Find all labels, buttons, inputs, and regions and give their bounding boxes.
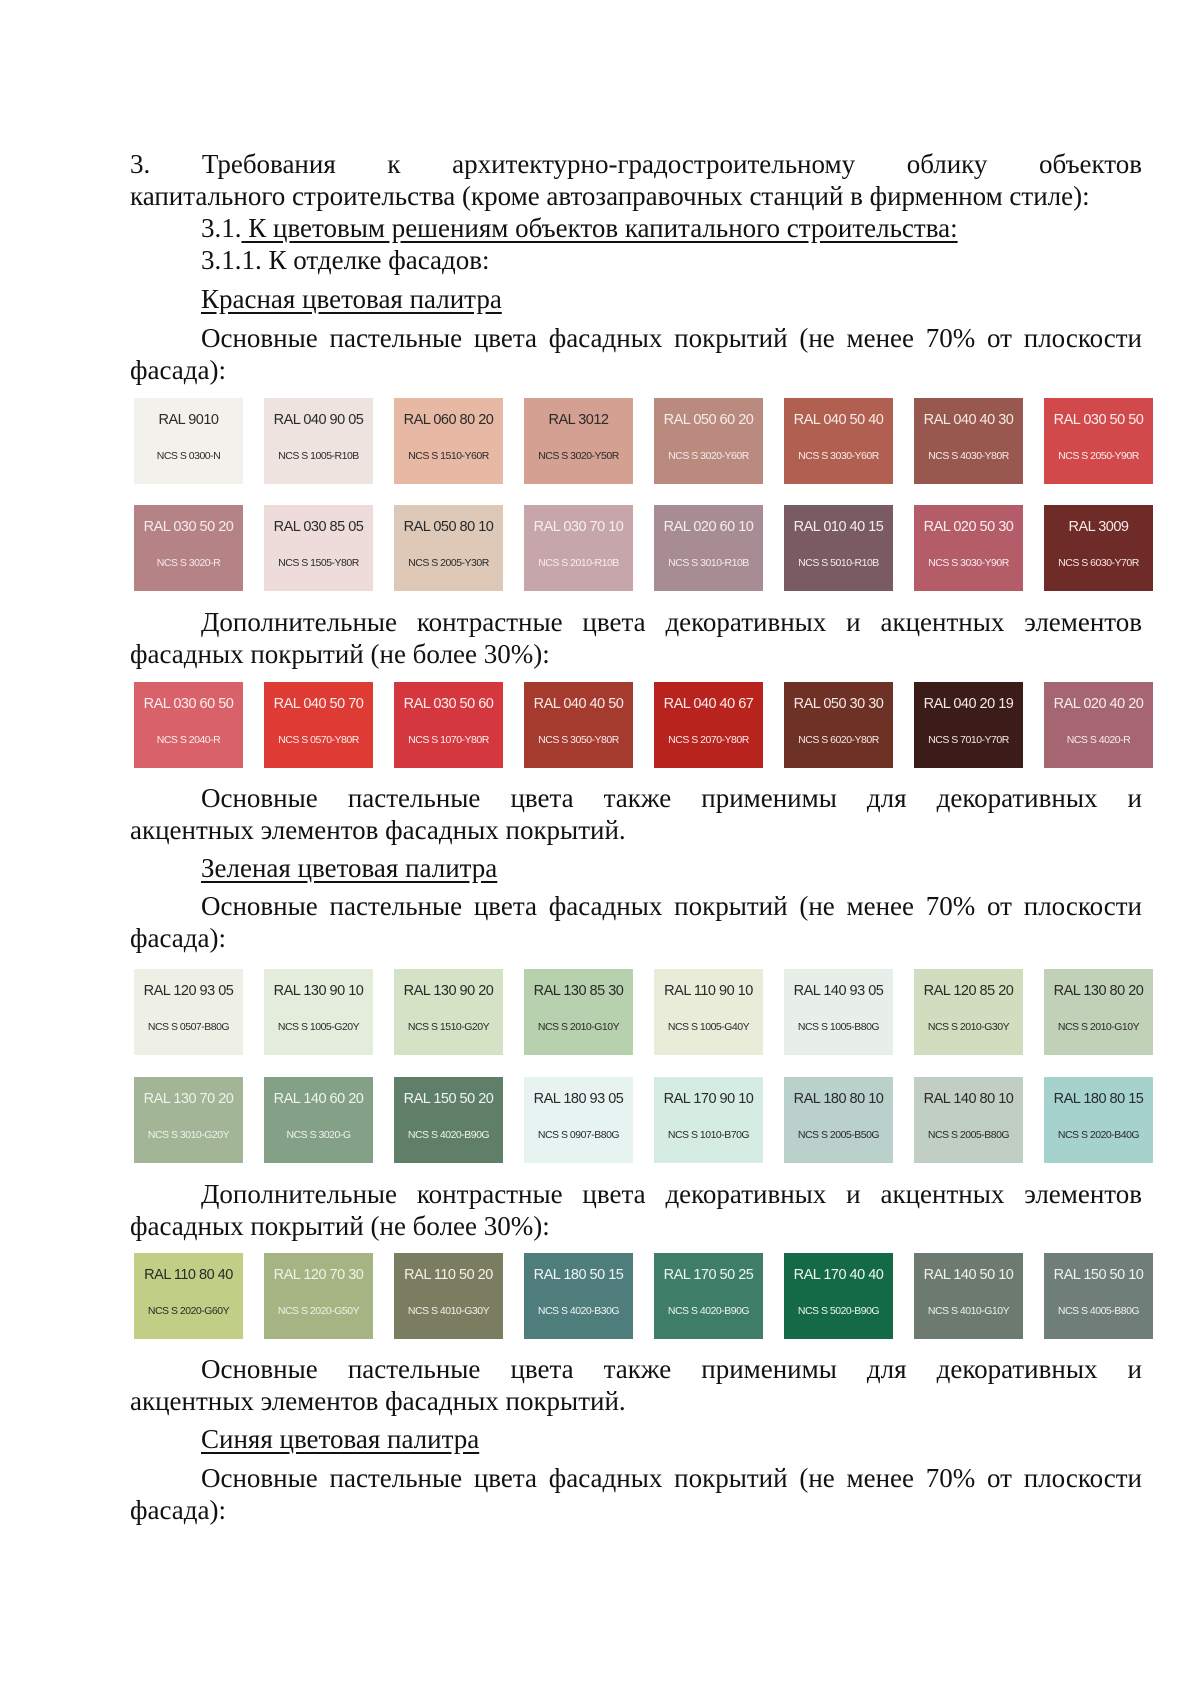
color-swatch [524, 1077, 633, 1163]
green-accent-text-line-2: фасадных покрытий (не более 30%): [130, 1211, 550, 1241]
ncs-code: NCS S 3010-R10B [668, 557, 749, 569]
ral-code: RAL 040 50 40 [793, 412, 884, 428]
ncs-code: NCS S 2020-B40G [1057, 1129, 1140, 1141]
ncs-code: NCS S 3010-G20Y [147, 1129, 230, 1141]
color-swatch [654, 969, 763, 1055]
ncs-code: NCS S 4005-B80G [1057, 1305, 1140, 1317]
blue-palette-title-text: Синяя цветовая палитра [201, 1424, 480, 1454]
ral-code: RAL 130 85 30 [533, 983, 624, 999]
ral-code: RAL 030 50 50 [1053, 412, 1144, 428]
ncs-code: NCS S 0507-B80G [147, 1021, 230, 1033]
ral-code: RAL 110 50 20 [404, 1267, 493, 1283]
ncs-code: NCS S 0300-N [156, 450, 221, 462]
green-main-row-2 [134, 1077, 1150, 1163]
ral-code: RAL 120 85 20 [923, 983, 1014, 999]
color-swatch [264, 969, 373, 1055]
ncs-code: NCS S 1005-B80G [797, 1021, 880, 1033]
red-main-row-2 [134, 505, 1150, 591]
ncs-code: NCS S 2010-G10Y [537, 1021, 620, 1033]
heading-line-1: 3. Требования к архитектурно-градостроительному облику объектов [130, 149, 1142, 179]
green-palette-title-text: Зеленая цветовая палитра [201, 853, 498, 883]
ral-code: RAL 040 50 70 [273, 696, 364, 712]
ncs-code: NCS S 0907-B80G [537, 1129, 620, 1141]
ncs-code: NCS S 3030-Y60R [798, 450, 879, 462]
green-note-line-2: акцентных элементов фасадных покрытий. [130, 1386, 626, 1416]
color-swatch [914, 969, 1023, 1055]
ral-code: RAL 040 40 67 [663, 696, 754, 712]
color-swatch [134, 505, 243, 591]
red-accent-text-line-2: фасадных покрытий (не более 30%): [130, 639, 550, 669]
color-swatch [134, 1253, 243, 1339]
ral-code: RAL 030 70 10 [533, 519, 624, 535]
ncs-code: NCS S 4030-Y80R [928, 450, 1009, 462]
ral-code: RAL 050 80 10 [403, 519, 494, 535]
color-swatch [524, 969, 633, 1055]
ral-code: RAL 130 90 10 [273, 983, 364, 999]
ral-code: RAL 3009 [1068, 519, 1129, 535]
color-swatch [654, 398, 763, 484]
ncs-code: NCS S 3050-Y80R [538, 734, 619, 746]
color-swatch [394, 682, 503, 768]
color-swatch [1044, 398, 1153, 484]
color-swatch [134, 682, 243, 768]
red-palette-title-text: Красная цветовая палитра [201, 284, 502, 314]
ncs-code: NCS S 0570-Y80R [278, 734, 359, 746]
ncs-code: NCS S 2020-G60Y [147, 1305, 230, 1317]
ncs-code: NCS S 3020-G [286, 1129, 351, 1141]
ral-code: RAL 180 80 15 [1053, 1091, 1144, 1107]
ncs-code: NCS S 2070-Y80R [668, 734, 749, 746]
ral-code: RAL 030 60 50 [143, 696, 234, 712]
ncs-code: NCS S 3020-Y60R [668, 450, 749, 462]
color-swatch [264, 1253, 373, 1339]
ral-code: RAL 3012 [548, 412, 609, 428]
color-swatch [394, 1253, 503, 1339]
red-main-row-1 [134, 398, 1150, 484]
red-note-line-1: Основные пастельные цвета также применимы для декоративных и [201, 783, 1142, 813]
red-note-line-2: акцентных элементов фасадных покрытий. [130, 815, 626, 845]
ncs-code: NCS S 2010-R10B [538, 557, 619, 569]
ncs-code: NCS S 1005-R10B [278, 450, 359, 462]
color-swatch [784, 969, 893, 1055]
ral-code: RAL 120 93 05 [143, 983, 234, 999]
color-swatch [914, 505, 1023, 591]
ral-code: RAL 180 50 15 [533, 1267, 624, 1283]
ncs-code: NCS S 2010-G30Y [927, 1021, 1010, 1033]
color-swatch [784, 1077, 893, 1163]
ral-code: RAL 180 93 05 [533, 1091, 624, 1107]
ral-code: RAL 170 40 40 [793, 1267, 884, 1283]
color-swatch [654, 505, 763, 591]
ral-code: RAL 110 90 10 [664, 983, 753, 999]
ncs-code: NCS S 3020-R [156, 557, 221, 569]
ral-code: RAL 050 60 20 [663, 412, 754, 428]
heading-line-2: капитального строительства (кроме автозаправочных станций в фирменном стиле): [130, 181, 1090, 211]
ncs-code: NCS S 4020-R [1066, 734, 1131, 746]
ral-code: RAL 040 90 05 [273, 412, 364, 428]
color-swatch [264, 505, 373, 591]
color-swatch [264, 1077, 373, 1163]
ral-code: RAL 170 90 10 [663, 1091, 754, 1107]
ral-code: RAL 040 40 50 [533, 696, 624, 712]
color-swatch [134, 1077, 243, 1163]
blue-main-text-line-2: фасада): [130, 1495, 226, 1525]
ncs-code: NCS S 4010-G10Y [927, 1305, 1010, 1317]
ncs-code: NCS S 4020-B90G [667, 1305, 750, 1317]
ral-code: RAL 060 80 20 [403, 412, 494, 428]
color-swatch [784, 398, 893, 484]
ral-code: RAL 010 40 15 [793, 519, 884, 535]
ncs-code: NCS S 1005-G40Y [667, 1021, 750, 1033]
color-swatch [1044, 505, 1153, 591]
ncs-code: NCS S 1005-G20Y [277, 1021, 360, 1033]
ral-code: RAL 050 30 30 [793, 696, 884, 712]
green-main-row-1 [134, 969, 1150, 1055]
ncs-code: NCS S 6020-Y80R [798, 734, 879, 746]
ral-code: RAL 170 50 25 [663, 1267, 754, 1283]
green-palette-title [130, 852, 1142, 884]
ncs-code: NCS S 4020-B30G [537, 1305, 620, 1317]
ncs-code: NCS S 1510-G20Y [407, 1021, 490, 1033]
color-swatch [134, 969, 243, 1055]
ncs-code: NCS S 2050-Y90R [1058, 450, 1139, 462]
ral-code: RAL 130 70 20 [143, 1091, 234, 1107]
ral-code: RAL 130 90 20 [403, 983, 494, 999]
ncs-code: NCS S 2010-G10Y [1057, 1021, 1140, 1033]
ncs-code: NCS S 2005-B50G [797, 1129, 880, 1141]
ral-code: RAL 140 93 05 [793, 983, 884, 999]
ral-code: RAL 040 40 30 [923, 412, 1014, 428]
section-heading [130, 212, 1142, 244]
ral-code: RAL 140 80 10 [923, 1091, 1014, 1107]
green-accent-row [134, 1253, 1150, 1339]
ral-code: RAL 130 80 20 [1053, 983, 1144, 999]
blue-palette-title [130, 1423, 1142, 1455]
ral-code: RAL 020 50 30 [923, 519, 1014, 535]
ral-code: RAL 030 50 20 [143, 519, 234, 535]
color-swatch [1044, 682, 1153, 768]
color-swatch [264, 682, 373, 768]
color-swatch [784, 1253, 893, 1339]
color-swatch [264, 398, 373, 484]
red-palette-title [130, 283, 1142, 315]
ncs-code: NCS S 2040-R [156, 734, 221, 746]
ral-code: RAL 9010 [158, 412, 219, 428]
ral-code: RAL 030 85 05 [273, 519, 364, 535]
ncs-code: NCS S 1505-Y80R [278, 557, 359, 569]
color-swatch [524, 682, 633, 768]
section-number: 3.1. [201, 213, 242, 243]
subsection-heading: 3.1.1. К отделке фасадов: [201, 245, 490, 275]
ncs-code: NCS S 1010-B70G [667, 1129, 750, 1141]
red-accent-row [134, 682, 1150, 768]
color-swatch [134, 398, 243, 484]
color-swatch [524, 398, 633, 484]
ral-code: RAL 120 70 30 [273, 1267, 364, 1283]
red-accent-text-line-1: Дополнительные контрастные цвета декоративных и акцентных элементов [201, 607, 1142, 637]
color-swatch [394, 505, 503, 591]
ral-code: RAL 030 50 60 [403, 696, 494, 712]
ncs-code: NCS S 5020-B90G [797, 1305, 880, 1317]
color-swatch [784, 505, 893, 591]
ral-code: RAL 020 40 20 [1053, 696, 1144, 712]
ncs-code: NCS S 7010-Y70R [928, 734, 1009, 746]
color-swatch [394, 1077, 503, 1163]
color-swatch [654, 1077, 763, 1163]
ral-code: RAL 150 50 10 [1053, 1267, 1144, 1283]
ral-code: RAL 040 20 19 [923, 696, 1014, 712]
ncs-code: NCS S 2005-B80G [927, 1129, 1010, 1141]
ncs-code: NCS S 1510-Y60R [408, 450, 489, 462]
color-swatch [524, 1253, 633, 1339]
red-main-text-line-2: фасада): [130, 355, 226, 385]
ral-code: RAL 140 60 20 [273, 1091, 364, 1107]
ral-code: RAL 110 80 40 [144, 1267, 233, 1283]
color-swatch [914, 682, 1023, 768]
ncs-code: NCS S 6030-Y70R [1058, 557, 1139, 569]
green-accent-text-line-1: Дополнительные контрастные цвета декоративных и акцентных элементов [201, 1179, 1142, 1209]
color-swatch [524, 505, 633, 591]
ncs-code: NCS S 2005-Y30R [408, 557, 489, 569]
ncs-code: NCS S 4010-G30Y [407, 1305, 490, 1317]
ral-code: RAL 140 50 10 [923, 1267, 1014, 1283]
color-swatch [394, 969, 503, 1055]
ncs-code: NCS S 1070-Y80R [408, 734, 489, 746]
ncs-code: NCS S 3030-Y90R [928, 557, 1009, 569]
ncs-code: NCS S 5010-R10B [798, 557, 879, 569]
color-swatch [654, 1253, 763, 1339]
ncs-code: NCS S 3020-Y50R [538, 450, 619, 462]
green-main-text-line-2: фасада): [130, 923, 226, 953]
color-swatch [914, 1077, 1023, 1163]
green-main-text-line-1: Основные пастельные цвета фасадных покрытий (не менее 70% от плоскости [201, 891, 1142, 921]
color-swatch [1044, 1253, 1153, 1339]
color-swatch [1044, 1077, 1153, 1163]
ral-code: RAL 020 60 10 [663, 519, 754, 535]
section-title: К цветовым решениям объектов капитального строительства: [241, 213, 958, 243]
ncs-code: NCS S 4020-B90G [407, 1129, 490, 1141]
color-swatch [784, 682, 893, 768]
color-swatch [1044, 969, 1153, 1055]
ncs-code: NCS S 2020-G50Y [277, 1305, 360, 1317]
color-swatch [654, 682, 763, 768]
color-swatch [394, 398, 503, 484]
green-note-line-1: Основные пастельные цвета также применимы для декоративных и [201, 1354, 1142, 1384]
ral-code: RAL 150 50 20 [403, 1091, 494, 1107]
color-swatch [914, 398, 1023, 484]
red-main-text-line-1: Основные пастельные цвета фасадных покрытий (не менее 70% от плоскости [201, 323, 1142, 353]
blue-main-text-line-1: Основные пастельные цвета фасадных покрытий (не менее 70% от плоскости [201, 1463, 1142, 1493]
color-swatch [914, 1253, 1023, 1339]
ral-code: RAL 180 80 10 [793, 1091, 884, 1107]
